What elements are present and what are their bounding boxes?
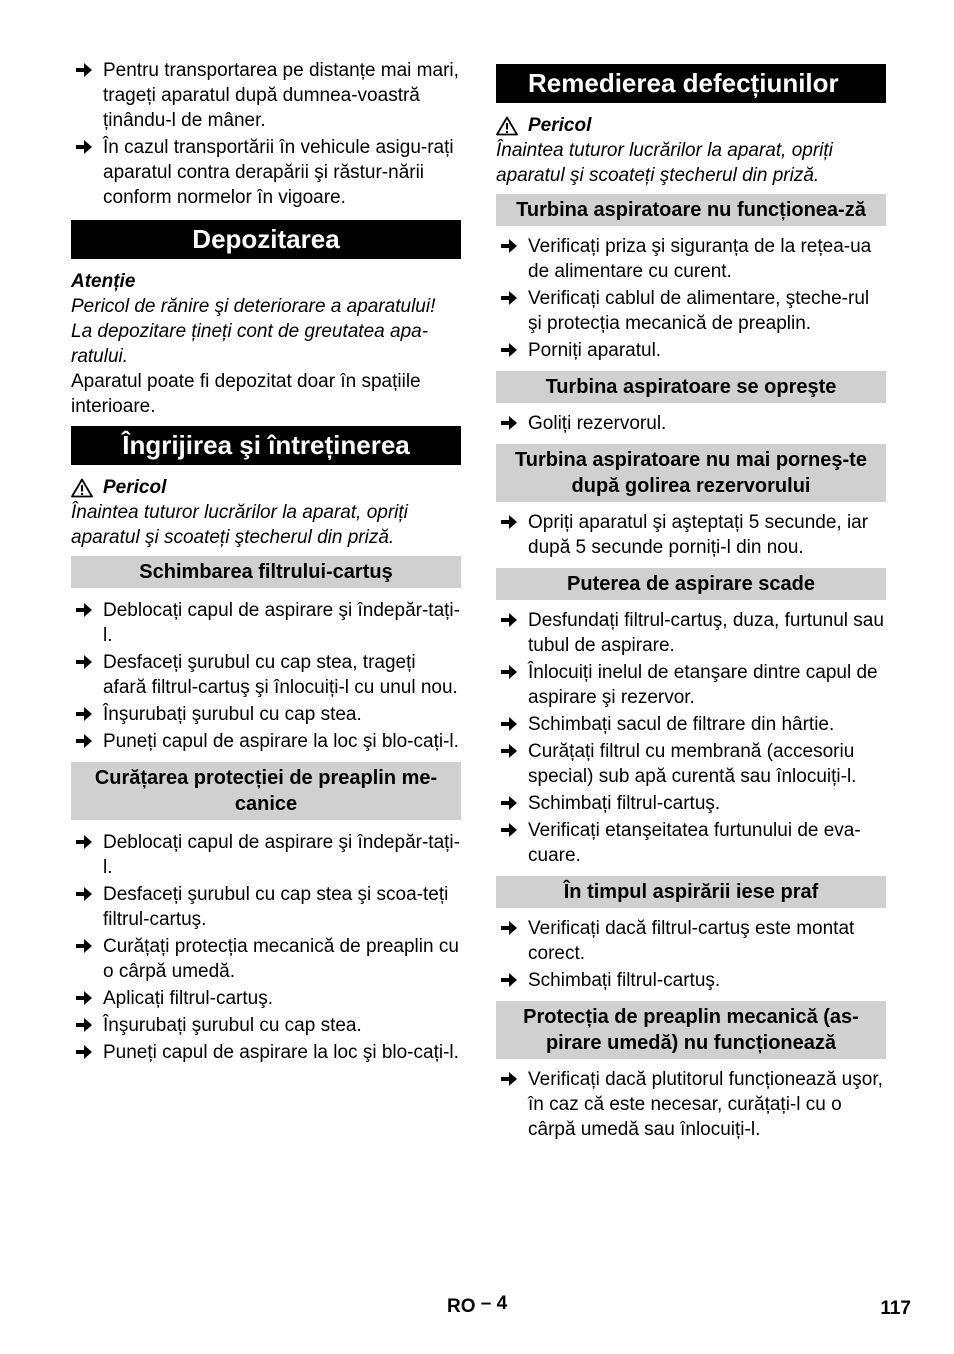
pericol-warning: Pericol	[496, 113, 886, 138]
pericol-text: Înaintea tuturor lucrărilor la aparat, opriți aparatul şi scoateți ştecherul din priză.	[71, 502, 408, 548]
arrow-right-icon	[75, 833, 93, 851]
arrow-right-icon	[75, 1016, 93, 1034]
list-item: Verificați cablul de alimentare, şteche-rul şi protecția mecanică de preaplin.	[496, 286, 886, 336]
pericol-warning: Pericol	[71, 475, 461, 500]
s6-list	[496, 1067, 886, 1142]
list-item: Desfundați filtrul-cartuş, duza, furtunul sau tubul de aspirare.	[496, 608, 886, 658]
list-item: Desfaceți şurubul cu cap stea, trageți afară filtrul-cartuş şi înlocuiți-l cu unul nou.	[71, 650, 461, 700]
subsection-title-s2: Turbina aspiratoare se opreşte	[496, 371, 886, 403]
curatarea-list	[71, 830, 461, 1065]
list-item: Înşurubați şurubul cu cap stea.	[71, 1013, 461, 1038]
subsection-title-s5: În timpul aspirării iese praf	[496, 876, 886, 908]
s1-list	[496, 234, 886, 363]
arrow-right-icon	[500, 341, 518, 359]
intro-bullets	[71, 58, 461, 210]
list-item: În cazul transportării în vehicule asigu-rați aparatul contra derapării şi răstur-nării conform normelor în vigoare.	[71, 135, 461, 210]
arrow-right-icon	[500, 513, 518, 531]
section-title-ingrijirea: Îngrijirea şi întreținerea	[71, 426, 461, 465]
s3-list	[496, 510, 886, 560]
list-item: Desfaceți şurubul cu cap stea şi scoa-teți filtrul-cartuş.	[71, 882, 461, 932]
atentie-label: Atenție	[71, 271, 136, 292]
arrow-right-icon	[500, 794, 518, 812]
depozitarea-text: Aparatul poate fi depozitat doar în spațiile interioare.	[71, 371, 421, 417]
arrow-right-icon	[75, 937, 93, 955]
arrow-right-icon	[75, 989, 93, 1007]
atentie-text: Pericol de rănire şi deteriorare a aparatului! La depozitare țineți cont de greutatea apa-ratului.	[71, 296, 436, 367]
arrow-right-icon	[500, 611, 518, 629]
list-item: Puneți capul de aspirare la loc şi blo-cați-l.	[71, 729, 461, 754]
subsection-title-schimbarea: Schimbarea filtrului-cartuş	[71, 556, 461, 588]
arrow-right-icon	[500, 414, 518, 432]
schimbarea-list	[71, 598, 461, 754]
section-title-remedierea: Remedierea defecțiunilor	[496, 64, 886, 103]
subsection-title-s1: Turbina aspiratoare nu funcționea-ză	[496, 194, 886, 226]
list-item: Pentru transportarea pe distanțe mai mari, trageți aparatul după dumnea-voastră ținându-l de mâner.	[71, 58, 461, 133]
warning-triangle-icon	[71, 478, 93, 498]
s4-list	[496, 608, 886, 868]
list-item: Schimbați filtrul-cartuş.	[496, 791, 886, 816]
depozitarea-content	[71, 269, 461, 419]
list-item: Curățați protecția mecanică de preaplin cu o cârpă umedă.	[71, 934, 461, 984]
list-item: Aplicați filtrul-cartuş.	[71, 986, 461, 1011]
subsection-title-s4: Puterea de aspirare scade	[496, 568, 886, 600]
list-item: Verificați dacă plutitorul funcționează uşor, în caz că este necesar, curățați-l cu o cârpă umedă sau înlocuiți-l.	[496, 1067, 886, 1142]
arrow-right-icon	[75, 1043, 93, 1061]
arrow-right-icon	[75, 138, 93, 156]
subsection-title-s6: Protecția de preaplin mecanică (as-pirare umedă) nu funcționează	[496, 1001, 886, 1059]
s2-list	[496, 411, 886, 436]
ingrijirea-content	[71, 475, 461, 550]
right-column	[496, 64, 886, 1144]
arrow-right-icon	[500, 663, 518, 681]
list-item: Deblocați capul de aspirare şi îndepăr-tați-l.	[71, 830, 461, 880]
list-item: Schimbați filtrul-cartuş.	[496, 968, 886, 993]
list-item: Goliți rezervorul.	[496, 411, 886, 436]
arrow-right-icon	[75, 732, 93, 750]
list-item: Înşurubați şurubul cu cap stea.	[71, 702, 461, 727]
arrow-right-icon	[500, 742, 518, 760]
list-item: Verificați dacă filtrul-cartuş este montat corect.	[496, 916, 886, 966]
list-item: Deblocați capul de aspirare şi îndepăr-tați-l.	[71, 598, 461, 648]
arrow-right-icon	[500, 289, 518, 307]
list-item: Opriți aparatul şi aşteptați 5 secunde, iar după 5 secunde porniți-l din nou.	[496, 510, 886, 560]
arrow-right-icon	[75, 885, 93, 903]
arrow-right-icon	[500, 919, 518, 937]
arrow-right-icon	[75, 705, 93, 723]
arrow-right-icon	[500, 1070, 518, 1088]
subsection-title-s3: Turbina aspiratoare nu mai porneş-te după golirea rezervorului	[496, 444, 886, 502]
arrow-right-icon	[500, 237, 518, 255]
list-item: Înlocuiți inelul de etanşare dintre capul de aspirare şi rezervor.	[496, 660, 886, 710]
list-item: Curățați filtrul cu membrană (accesoriu special) sub apă curentă sau înlocuiți-l.	[496, 739, 886, 789]
list-item: Schimbați sacul de filtrare din hârtie.	[496, 712, 886, 737]
left-column	[71, 58, 461, 1067]
remedierea-content	[496, 113, 886, 188]
page-footer-lang: RO – 4	[447, 1293, 508, 1317]
arrow-right-icon	[500, 715, 518, 733]
page-number: 117	[880, 1298, 911, 1319]
list-item: Verificați priza şi siguranța de la rețea-ua de alimentare cu curent.	[496, 234, 886, 284]
warning-triangle-icon	[496, 116, 518, 136]
section-title-depozitarea: Depozitarea	[71, 220, 461, 259]
arrow-right-icon	[75, 61, 93, 79]
arrow-right-icon	[75, 653, 93, 671]
arrow-right-icon	[500, 821, 518, 839]
list-item: Verificați etanşeitatea furtunului de eva-cuare.	[496, 818, 886, 868]
s5-list	[496, 916, 886, 993]
list-item: Puneți capul de aspirare la loc şi blo-cați-l.	[71, 1040, 461, 1065]
arrow-right-icon	[500, 971, 518, 989]
arrow-right-icon	[75, 601, 93, 619]
pericol-text: Înaintea tuturor lucrărilor la aparat, opriți aparatul şi scoateți ştecherul din priză.	[496, 140, 833, 186]
list-item: Porniți aparatul.	[496, 338, 886, 363]
subsection-title-curatarea: Curățarea protecției de preaplin me-canice	[71, 762, 461, 820]
